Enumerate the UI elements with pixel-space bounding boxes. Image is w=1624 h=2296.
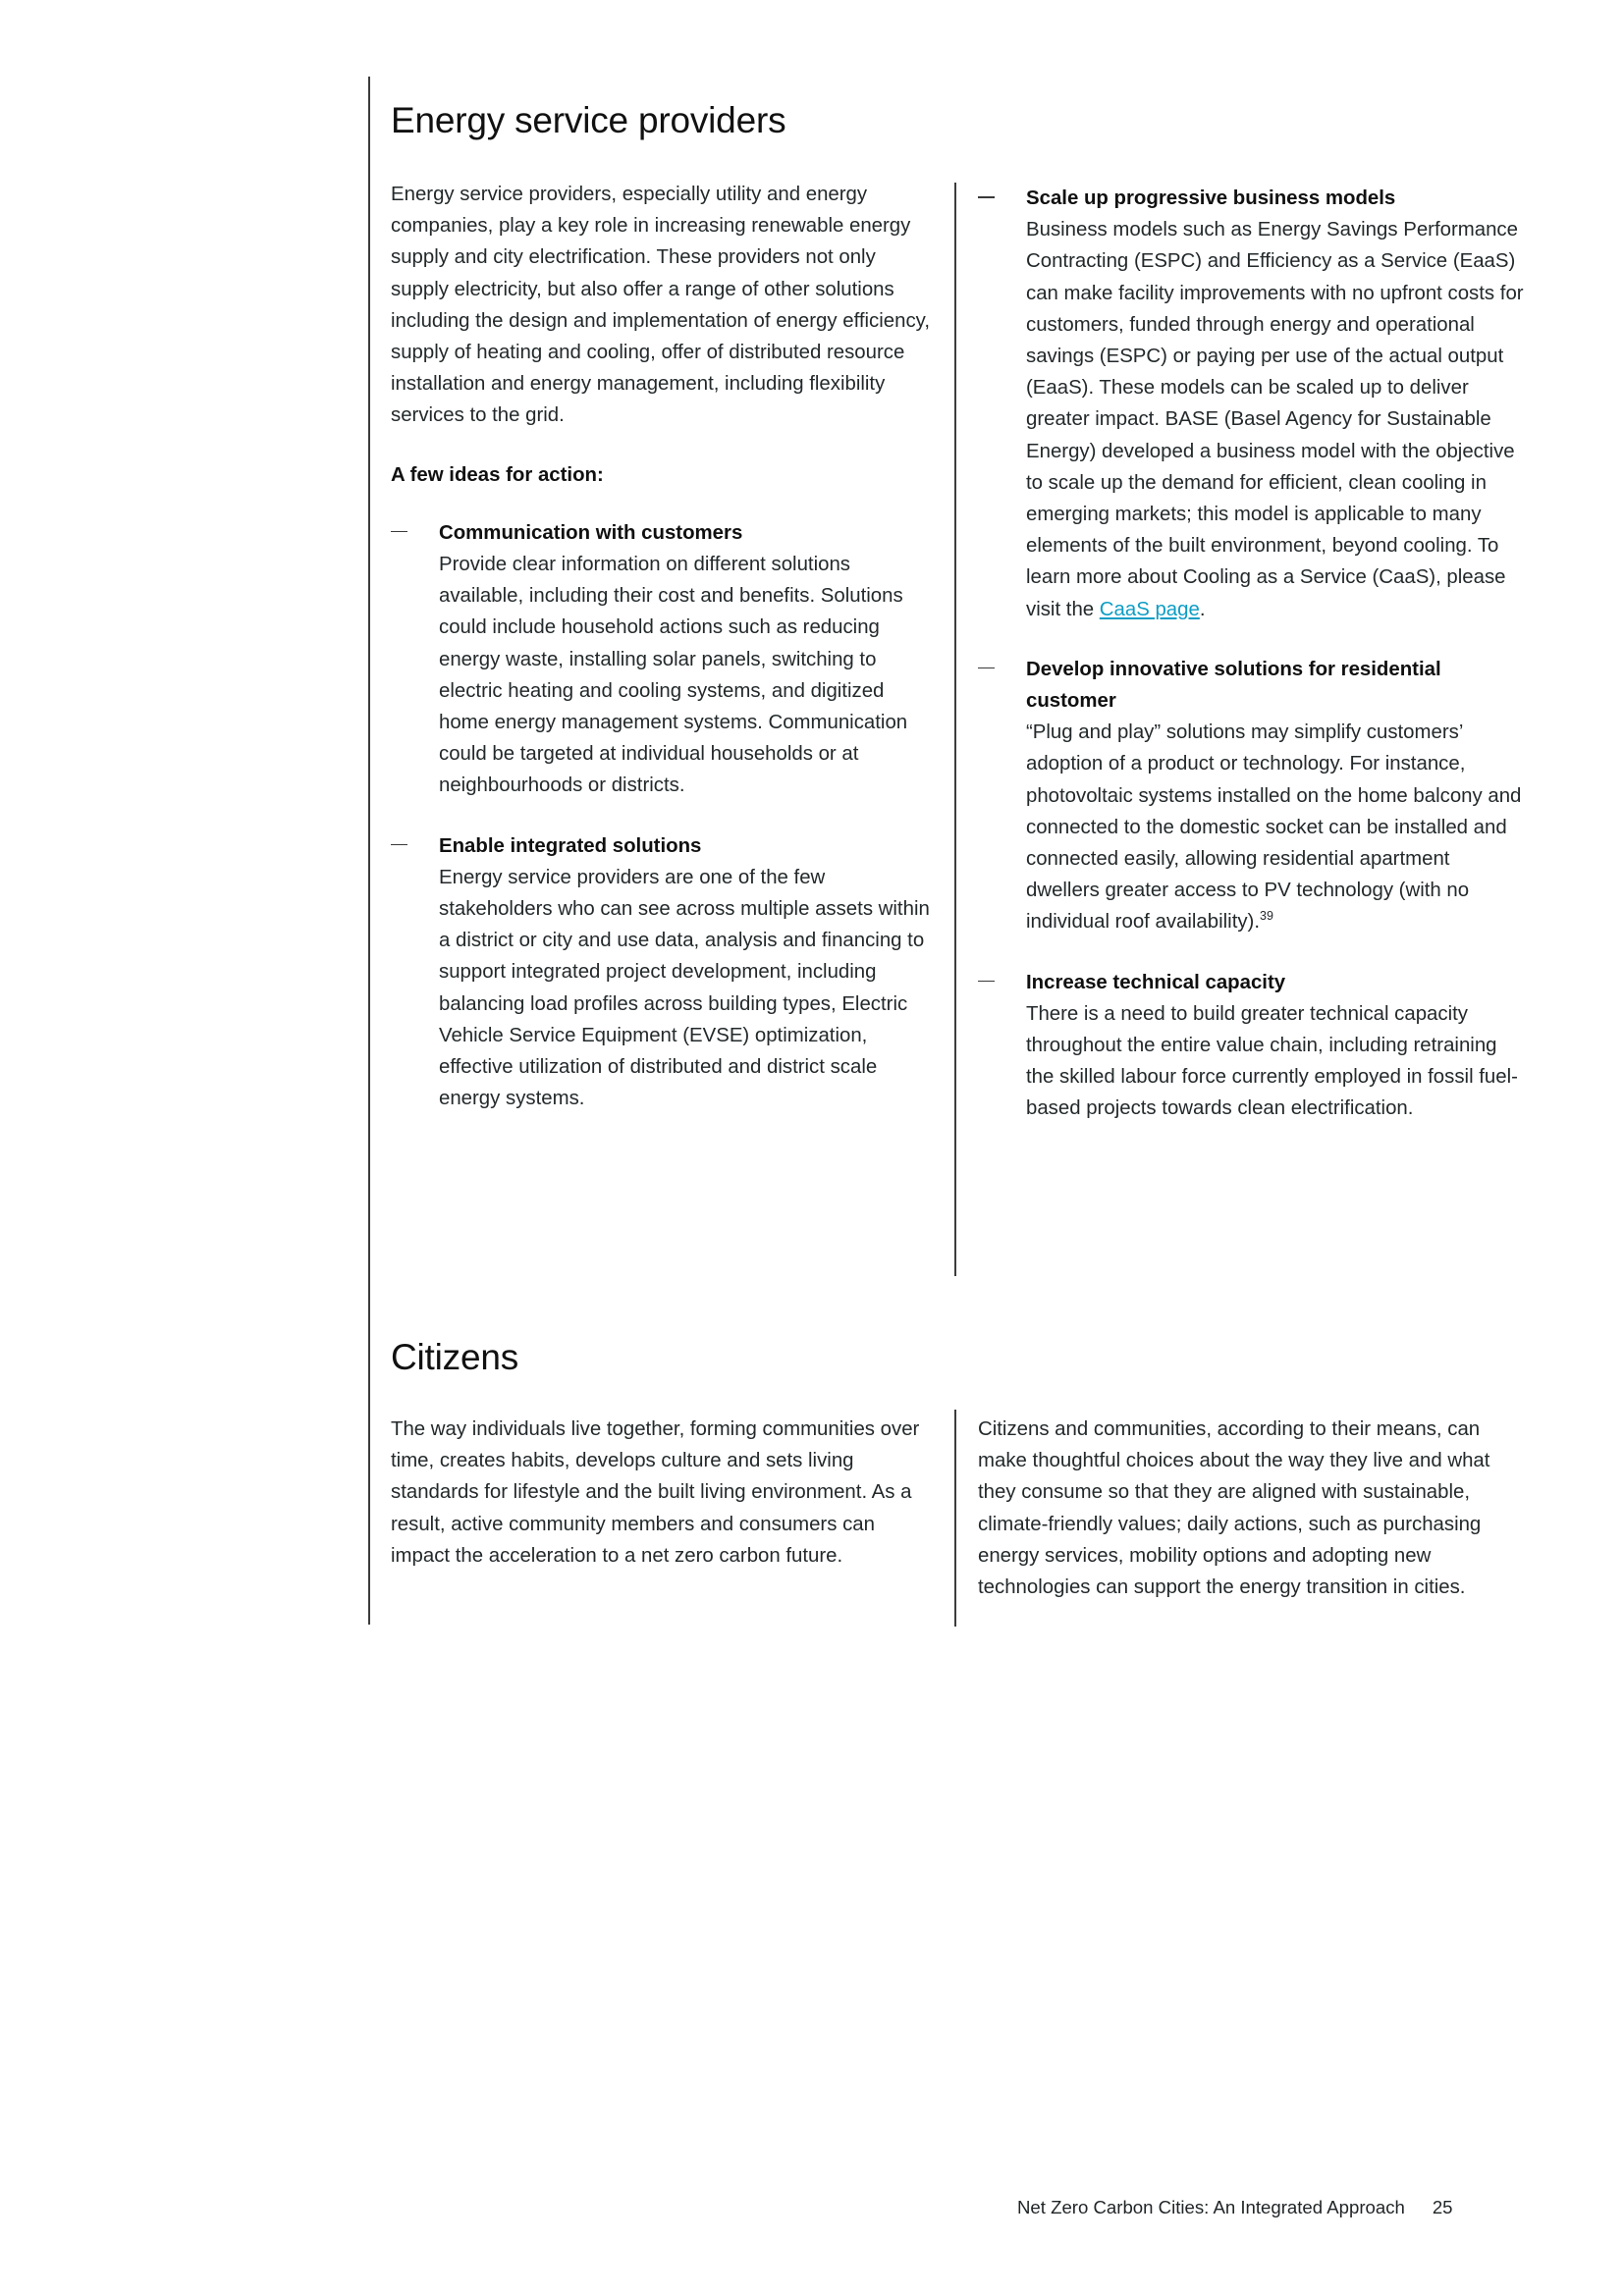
bullet-body: There is a need to build greater technical capacity throughout the entire value chain, including retraining the skilled labour force currently employed in fossil fuel-based projects towards clean electrification. <box>1026 1002 1518 1120</box>
ideas-for-action-label: A few ideas for action: <box>391 463 604 486</box>
list-item <box>978 183 1528 625</box>
bullet-body-tail: . <box>1199 598 1206 620</box>
caas-page-link[interactable]: CaaS page <box>1099 598 1200 620</box>
bullet-title: Scale up progressive business models <box>1026 187 1396 209</box>
bullet-dash-icon <box>978 196 995 198</box>
energy-right-column <box>978 183 1528 1125</box>
citizens-right-paragraph: Citizens and communities, according to their means, can make thoughtful choices about the way they live and what they consume so that they are aligned with sustainable, climate-friendly values; daily actions, such as purchasing energy services, mobility options and adopting new technologies can support the energy transition in cities. <box>978 1418 1490 1599</box>
bullet-title: Increase technical capacity <box>1026 971 1286 993</box>
page-number: 25 <box>1432 2197 1453 2217</box>
bullet-body: Provide clear information on different solutions available, including their cost and benefits. Solutions could include household actions such as reducing energy waste, installing solar panels, switching to electric heating and cooling systems, and digitized home energy management systems. Communication could be targeted at individual households or at neighbourhoods or districts. <box>439 554 908 797</box>
list-item <box>978 654 1528 938</box>
list-item <box>391 830 936 1115</box>
citizens-left-column <box>391 1414 936 1572</box>
bullet-body-text: Business models such as Energy Savings Performance Contracting (ESPC) and Efficiency as a Service (EaaS) can make facility improvements with no upfront costs for customers, funded through energy and operational savings (ESPC) or paying per use of the actual output (EaaS). These models can be scaled up to deliver greater impact. BASE (Basel Agency for Sustainable Energy) developed a business model with the objective to scale up the demand for efficient, clean cooling in emerging markets; this model is applicable to many elements of the built environment, beyond cooling. To learn more about Cooling as a Service (CaaS), please visit the <box>1026 219 1524 620</box>
section-heading-energy-service-providers: Energy service providers <box>391 99 786 140</box>
bullet-dash-icon <box>978 981 995 983</box>
bullet-body-text: “Plug and play” solutions may simplify customers’ adoption of a product or technology. For instance, photovoltaic systems installed on the home balcony and connected to the domestic socket can be installed and connected easily, allowing residential apartment dwellers greater access to PV technology (with no individual roof availability). <box>1026 721 1522 934</box>
bullet-title: Develop innovative solutions for residential customer <box>1026 658 1441 713</box>
bullet-body: Energy service providers are one of the few stakeholders who can see across multiple assets within a district or city and use data, analysis and financing to support integrated project development, including balancing load profiles across building types, Electric Vehicle Service Equipment (EVSE) optimization, effective utilization of distributed and district scale energy systems. <box>439 866 930 1110</box>
column-rule-left <box>368 77 370 1625</box>
bullet-title: Communication with customers <box>439 521 743 544</box>
column-rule-right-lower <box>954 1410 956 1627</box>
energy-right-bullet-list <box>978 183 1528 1125</box>
column-rule-right-upper <box>954 183 956 1276</box>
citizens-right-column <box>978 1414 1528 1603</box>
footnote-marker: 39 <box>1260 909 1273 924</box>
section-heading-citizens: Citizens <box>391 1336 518 1377</box>
energy-left-bullet-list <box>391 517 936 1115</box>
citizens-left-paragraph: The way individuals live together, forming communities over time, creates habits, develops culture and sets living standards for lifestyle and the built living environment. As a result, active community members and consumers can impact the acceleration to a net zero carbon future. <box>391 1418 920 1567</box>
bullet-body <box>1026 717 1528 937</box>
bullet-body <box>1026 214 1528 625</box>
bullet-dash-icon <box>391 844 407 846</box>
bullet-title: Enable integrated solutions <box>439 834 702 857</box>
energy-intro-paragraph: Energy service providers, especially utility and energy companies, play a key role in increasing renewable energy supply and city electrification. These providers not only supply electricity, but also offer a range of other solutions including the design and implementation of energy efficiency, supply of heating and cooling, offer of distributed resource installation and energy management, including flexibility services to the grid. <box>391 184 931 427</box>
bullet-dash-icon <box>391 531 407 533</box>
list-item <box>978 967 1528 1125</box>
energy-left-column <box>391 179 936 1114</box>
bullet-dash-icon <box>978 667 995 669</box>
page-footer <box>1017 2197 1453 2218</box>
list-item <box>391 517 936 802</box>
footer-title: Net Zero Carbon Cities: An Integrated Approach <box>1017 2197 1405 2217</box>
